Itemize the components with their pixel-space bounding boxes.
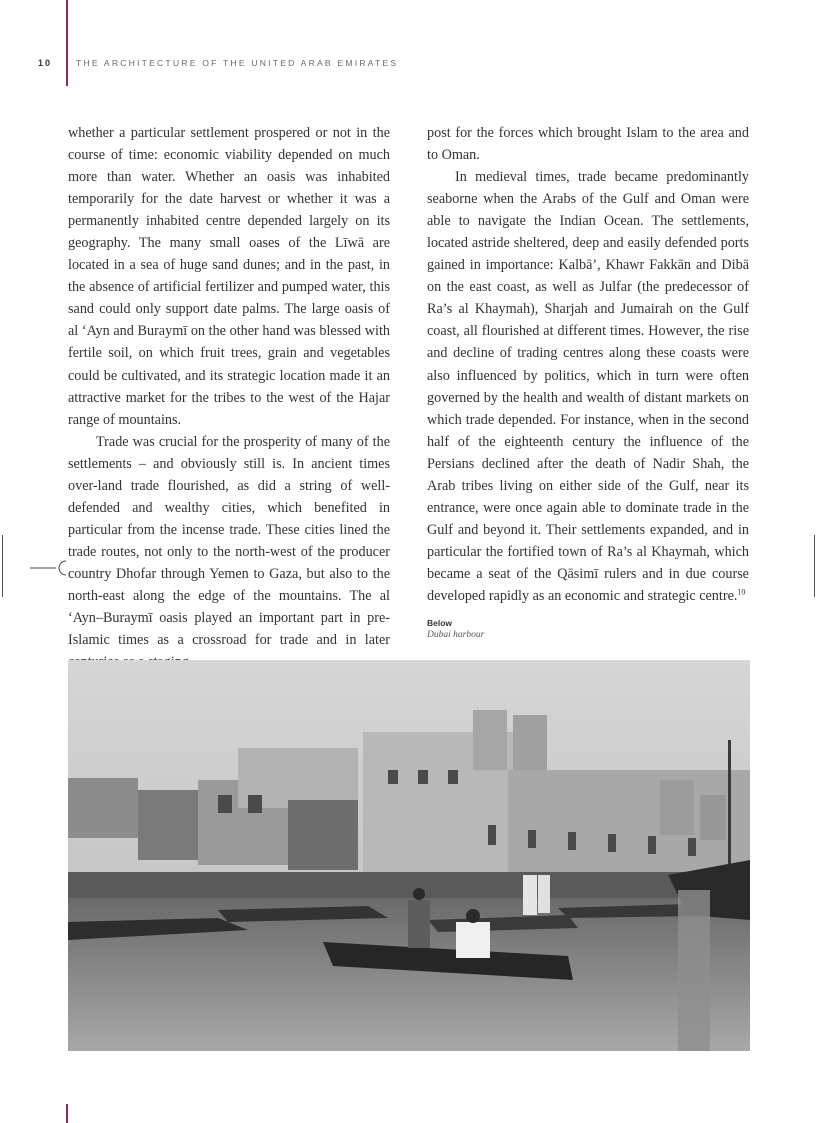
page-number: 10 bbox=[38, 58, 53, 68]
paragraph: Trade was crucial for the prosperity of many of the settlements – and obviously still is. In ancient times over-land trade flourished, as did a string of well-defended and wealthy cities, which benefited in particular from the incense trade. These cities lined the trade routes, not only to the north-west of the producer country Dhofar through Yemen to Gaza, but also to the north-east along the edge of the mountains. The al ‘Ayn–Buraymī oasis played an important part in pre-Islamic times as a crossroad for trade and in later bbox=[68, 433, 390, 649]
caption-text: Dubai harbour bbox=[427, 630, 485, 640]
accent-rule-top bbox=[66, 0, 68, 86]
accent-rule-bottom bbox=[66, 1104, 68, 1123]
running-head bbox=[0, 58, 816, 72]
left-column bbox=[68, 122, 390, 673]
footnote-reference: 10 bbox=[737, 587, 746, 597]
paragraph: whether a particular settlement prospered or not in the course of time: economic viability depended on much more than water. Whether an oasis was inhabited temporarily for the date harvest or whether it was a permanently inhabited centre depended largely on its geography. The many small oases of the Līwā are located in a sea of huge sand dunes; and in the past, in the absence of artificial fertilizer and pumped water, this sand could only support date palms. The large oasis of al ‘Ayn and Buraymī on the other hand was blessed with fertile soil, on which fruit trees, grain and vegetables could be cultivated, and its strategic location made it an attractive market for the tribes to the west of the Hajar range of mountains. bbox=[68, 125, 390, 428]
photo-caption bbox=[427, 617, 627, 642]
dubai-harbour-photo bbox=[68, 660, 750, 1051]
right-column bbox=[427, 122, 749, 607]
paragraph bbox=[427, 166, 749, 607]
margin-rule-left bbox=[2, 535, 3, 597]
book-title: THE ARCHITECTURE OF THE UNITED ARAB EMIRATES bbox=[76, 58, 399, 68]
caption-label: Below bbox=[427, 618, 453, 628]
paragraph-text: In medieval times, trade became predominantly seaborne when the Arabs of the Gulf and Oman were able to navigate the Indian Ocean. The settlements, located astride sheltered, deep and easily defended ports gained in importance: Kalbā’, Khawr Fakkān and Dibā on the east coast, as well as Julfar (the predecessor of Ra’s al Khaymah), Sharjah and Jumairah on the Gulf coast, all flourished at different times. However, the rise and decline of trading centres along these coasts were also influenced by politics, which in turn were often governed by the health and wealth of distant markets on which trade depended. For instance, when in the second half of the eighteenth century the influence of the Persians declined after the death of Nadir Shah, the Arab tribes living on either side of the Gulf, near its entrance, were once again able to dominate trade in the Gulf and beyond it. Their settlements expanded, and in particular the fortified town of Ra’s al Khaymah, which became a seat of the Qāsimī rulers and in due course developed rapidly as an economic and strategic centre. bbox=[427, 169, 749, 604]
margin-rule-right bbox=[814, 535, 815, 597]
paragraph: post for the forces which brought Islam to the area and to Oman. bbox=[427, 125, 749, 164]
crop-mark-icon bbox=[30, 558, 70, 578]
